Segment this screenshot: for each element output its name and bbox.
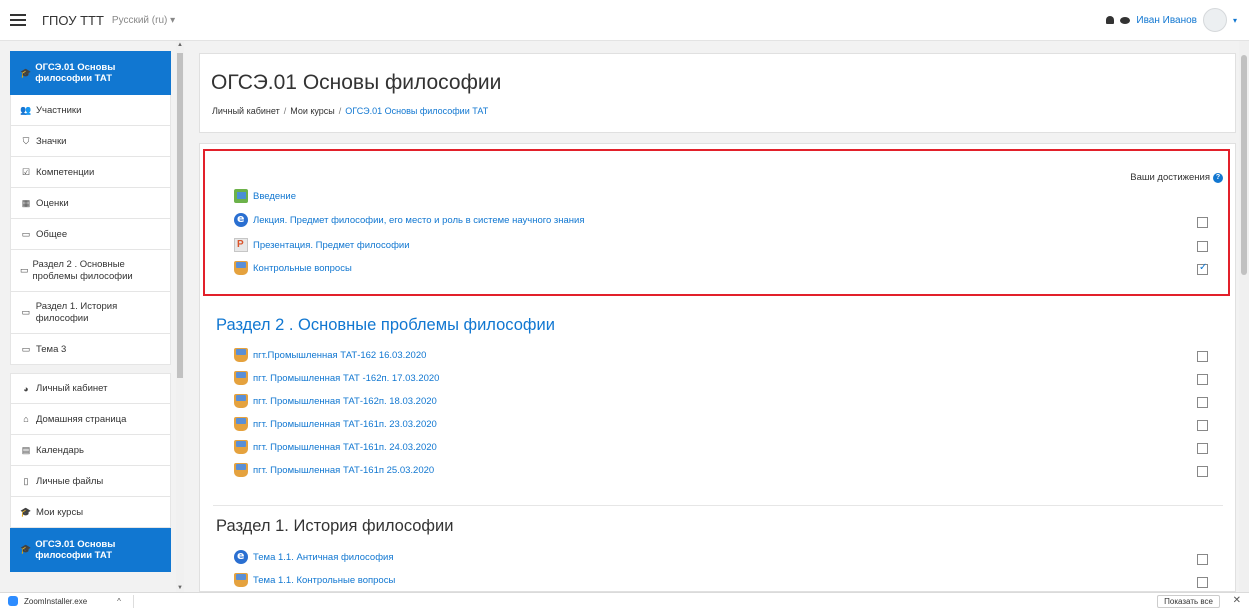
user-name[interactable]: Иван Иванов <box>1136 14 1197 26</box>
language-menu[interactable]: Русский (ru) ▾ <box>111 14 176 26</box>
sidebar-item-section-1[interactable] <box>10 292 171 334</box>
section-title[interactable]: Раздел 1. История философии <box>216 517 454 535</box>
activity-link[interactable]: пгт. Промышленная ТАТ-162п. 18.03.2020 <box>253 395 437 407</box>
page-title: ОГСЭ.01 Основы философии <box>211 71 502 94</box>
page-header <box>199 53 1236 133</box>
graduation-cap-icon: 🎓 <box>20 544 32 554</box>
folder-icon: ▭ <box>20 265 29 275</box>
quiz-icon <box>234 394 248 408</box>
activity-item[interactable] <box>234 238 410 252</box>
graduation-cap-icon: 🎓 <box>20 506 32 517</box>
sidebar <box>0 41 186 592</box>
quiz-icon <box>234 440 248 454</box>
sidebar-item-label: Раздел 2 . Основные проблемы философии <box>32 258 133 282</box>
download-bar <box>0 592 1249 609</box>
sidebar-item-dashboard[interactable] <box>10 373 171 404</box>
breadcrumb: Личный кабинет / Мои курсы / ОГСЭ.01 Основы философии ТАТ <box>212 106 489 116</box>
url-icon <box>234 213 248 227</box>
sidebar-item-general[interactable] <box>10 219 171 250</box>
activity-item[interactable] <box>234 463 434 477</box>
completion-checkbox[interactable] <box>1197 397 1208 408</box>
sidebar-item-label: Общее <box>36 228 68 240</box>
section-divider <box>213 505 1223 506</box>
activity-link[interactable]: пгт. Промышленная ТАТ-161п. 23.03.2020 <box>253 418 437 430</box>
sidebar-item-label: Календарь <box>36 444 84 456</box>
site-brand[interactable]: ГПОУ ТТТ <box>42 12 104 28</box>
folder-icon: ▭ <box>21 307 31 317</box>
sidebar-item-participants[interactable] <box>10 95 171 126</box>
completion-checkbox[interactable] <box>1197 443 1208 454</box>
sidebar-scrollbar[interactable] <box>176 41 184 592</box>
activity-item[interactable] <box>234 189 296 203</box>
achievements-label: Ваши достижения ? <box>1130 172 1223 183</box>
sidebar-item-label: Мои курсы <box>36 506 84 518</box>
activity-link[interactable]: Контрольные вопросы <box>253 262 352 274</box>
user-menu-caret-icon[interactable]: ▾ <box>1232 15 1237 25</box>
activity-item[interactable] <box>234 213 585 227</box>
presentation-icon <box>234 238 248 252</box>
activity-link[interactable]: пгт. Промышленная ТАТ-161п. 24.03.2020 <box>253 441 437 453</box>
completion-checkbox[interactable] <box>1197 466 1208 477</box>
users-icon: 👥 <box>20 104 32 115</box>
quiz-icon <box>234 417 248 431</box>
sidebar-item-label: ОГСЭ.01 Основы философии ТАТ <box>35 62 116 84</box>
course-content <box>199 143 1236 592</box>
url-icon <box>234 550 248 564</box>
scroll-down-arrow-icon[interactable]: ▼ <box>177 585 183 591</box>
activity-item[interactable] <box>234 261 352 275</box>
section-title[interactable]: Раздел 2 . Основные проблемы философии <box>216 316 555 334</box>
show-all-button[interactable]: Показать все <box>1157 595 1220 608</box>
completion-checkbox[interactable] <box>1197 351 1208 362</box>
sidebar-item-label: Личные файлы <box>36 475 104 487</box>
help-icon[interactable]: ? <box>1213 173 1223 183</box>
sidebar-item-private-files[interactable] <box>10 466 171 497</box>
quiz-icon <box>234 348 248 362</box>
completion-checkbox[interactable] <box>1197 577 1208 588</box>
activity-item[interactable] <box>234 440 437 454</box>
activity-link[interactable]: Введение <box>253 190 297 202</box>
quiz-icon <box>234 463 248 477</box>
zoom-icon <box>8 596 18 606</box>
sidebar-item-label: ОГСЭ.01 Основы философии ТАТ <box>35 538 116 561</box>
download-file-name[interactable]: ZoomInstaller.exe <box>24 596 88 606</box>
sidebar-item-topic-3[interactable] <box>10 334 171 365</box>
scroll-up-arrow-icon[interactable]: ▲ <box>177 42 183 48</box>
completion-checkbox[interactable] <box>1197 217 1208 228</box>
sidebar-item-label: Раздел 1. История философии <box>35 300 118 324</box>
completion-checkbox[interactable] <box>1197 554 1208 565</box>
notifications-bell-icon[interactable] <box>1106 16 1114 24</box>
activity-link[interactable]: пгт. Промышленная ТАТ -162п. 17.03.2020 <box>253 372 440 384</box>
activity-item[interactable] <box>234 371 439 385</box>
avatar[interactable] <box>1203 8 1227 32</box>
top-navbar <box>0 0 1249 41</box>
graduation-cap-icon: 🎓 <box>20 67 32 78</box>
table-icon: ▦ <box>21 197 31 208</box>
breadcrumb-dashboard[interactable]: Личный кабинет <box>212 106 280 116</box>
main-scroll-thumb[interactable] <box>1241 55 1247 275</box>
breadcrumb-course[interactable]: ОГСЭ.01 Основы философии ТАТ <box>345 106 489 116</box>
calendar-icon: ▤ <box>21 444 31 455</box>
folder-icon: ▭ <box>21 228 31 239</box>
activity-link[interactable]: пгт. Промышленная ТАТ-161п 25.03.2020 <box>253 464 435 476</box>
completion-checkbox[interactable] <box>1197 241 1208 252</box>
quiz-icon <box>234 261 248 275</box>
completion-checkbox[interactable] <box>1197 374 1208 385</box>
sidebar-item-grades[interactable] <box>10 188 171 219</box>
sidebar-item-course[interactable] <box>10 51 171 95</box>
activity-link[interactable]: Презентация. Предмет философии <box>253 239 410 251</box>
activity-link[interactable]: Тема 1.1. Контрольные вопросы <box>253 574 396 586</box>
sidebar-scroll-thumb[interactable] <box>177 53 183 378</box>
main-scrollbar[interactable] <box>1239 41 1249 592</box>
completion-checkbox[interactable] <box>1197 420 1208 431</box>
file-icon: ▯ <box>23 475 29 486</box>
folder-icon: ▭ <box>21 343 31 354</box>
quiz-icon <box>234 371 248 385</box>
home-icon: ⌂ <box>23 414 29 424</box>
menu-toggle-icon[interactable] <box>10 14 26 26</box>
activity-link[interactable]: Тема 1.1. Античная философия <box>253 551 394 563</box>
sidebar-item-competencies[interactable] <box>10 157 171 188</box>
dashboard-icon: ◕ <box>23 383 29 394</box>
activity-link[interactable]: пгт.Промышленная ТАТ-162 16.03.2020 <box>253 349 427 361</box>
sidebar-item-my-courses[interactable] <box>10 497 171 528</box>
activity-item[interactable] <box>234 573 395 587</box>
activity-item[interactable] <box>234 417 437 431</box>
sidebar-item-label: Значки <box>36 135 67 147</box>
completion-checkbox-checked[interactable] <box>1197 264 1208 275</box>
sidebar-item-course-current[interactable] <box>10 528 171 572</box>
sidebar-item-label: Личный кабинет <box>36 383 108 394</box>
checkbox-icon: ☑ <box>21 166 31 177</box>
activity-link[interactable]: Лекция. Предмет философии, его место и роль в системе научного знания <box>253 214 585 226</box>
sidebar-item-label: Оценки <box>36 197 69 209</box>
sidebar-item-section-2[interactable] <box>10 250 171 292</box>
sidebar-item-home[interactable] <box>10 404 171 435</box>
activity-item[interactable] <box>234 394 437 408</box>
quiz-icon <box>234 573 248 587</box>
sidebar-item-label: Домашняя страница <box>36 413 127 425</box>
close-icon[interactable]: ✕ <box>1232 595 1241 606</box>
sidebar-item-label: Тема 3 <box>36 343 67 355</box>
download-options-caret-icon[interactable]: ^ <box>117 596 121 606</box>
sidebar-item-label: Компетенции <box>36 166 95 178</box>
page-icon <box>234 189 248 203</box>
breadcrumb-my-courses[interactable]: Мои курсы <box>290 106 335 116</box>
divider <box>133 595 134 608</box>
activity-item[interactable] <box>234 550 393 564</box>
sidebar-item-badges[interactable] <box>10 126 171 157</box>
activity-item[interactable] <box>234 348 426 362</box>
sidebar-item-label: Участники <box>36 104 82 116</box>
shield-icon: ⛉ <box>22 135 30 146</box>
sidebar-item-calendar[interactable] <box>10 435 171 466</box>
messages-icon[interactable] <box>1120 17 1130 24</box>
